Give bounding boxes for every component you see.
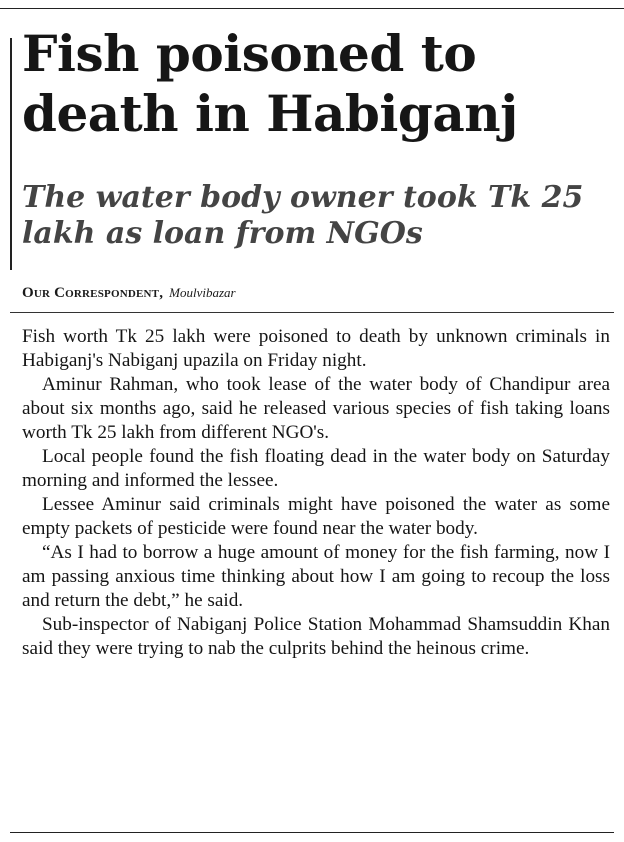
article-paragraph: Local people found the fish floating dead in the water body on Saturday morning and informed the lessee. — [22, 446, 610, 491]
subheadline: The water body owner took Tk 25 lakh as loan from NGOs — [22, 180, 584, 251]
article-paragraph: “As I had to borrow a huge amount of money for the fish farming, now I am passing anxious time thinking about how I am going to recoup the loss and return the debt,” he said. — [22, 542, 610, 611]
headline: Fish poisoned to death in Habiganj — [22, 24, 518, 143]
bottom-rule — [10, 832, 614, 833]
article-paragraph: Aminur Rahman, who took lease of the water body of Chandipur area about six months ago, said he released various species of fish taking loans worth Tk 25 lakh from different NGO's. — [22, 374, 610, 443]
byline-location: Moulvibazar — [169, 285, 236, 300]
headline-side-rule — [10, 38, 12, 270]
article-paragraph: Sub-inspector of Nabiganj Police Station Mohammad Shamsuddin Khan said they were trying to nab the culprits behind the heinous crime. — [22, 614, 610, 659]
article-paragraph: Fish worth Tk 25 lakh were poisoned to death by unknown criminals in Habiganj's Nabiganj upazila on Friday night. — [22, 326, 610, 371]
article-body — [22, 325, 610, 661]
byline-author: Our Correspondent, — [22, 285, 164, 301]
top-rule — [0, 8, 624, 9]
byline — [22, 284, 612, 302]
article-paragraph: Lessee Aminur said criminals might have poisoned the water as some empty packets of pesticide were found near the water body. — [22, 494, 610, 539]
byline-divider — [10, 312, 614, 313]
